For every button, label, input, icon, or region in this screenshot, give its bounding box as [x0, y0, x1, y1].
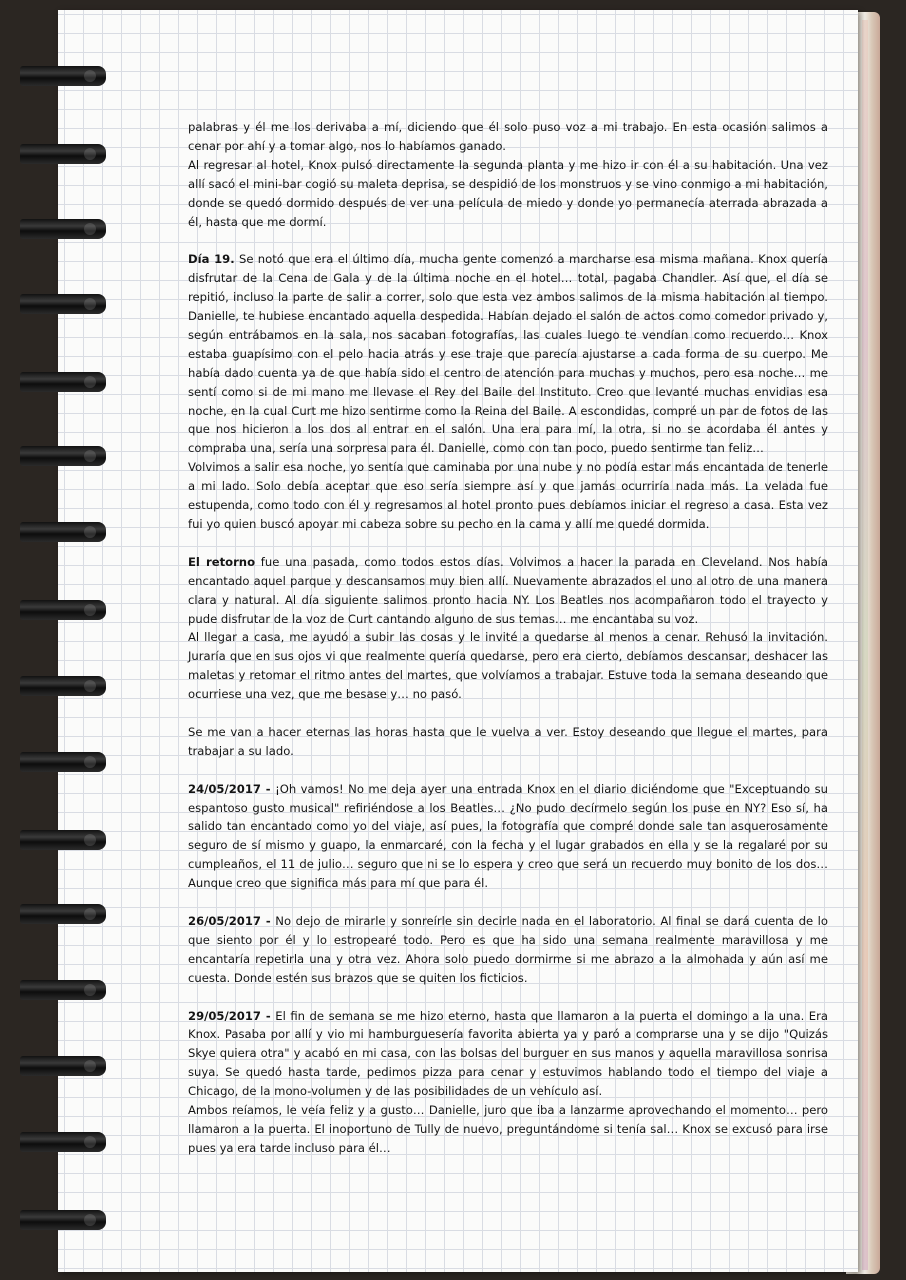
spiral-ring [6, 1128, 106, 1156]
paragraph-gap [188, 534, 828, 553]
paragraph-gap [188, 704, 828, 723]
spiral-ring [6, 748, 106, 776]
spiral-ring [6, 900, 106, 928]
paragraph-gap [188, 761, 828, 780]
spiral-ring [6, 368, 106, 396]
diary-paragraph [188, 250, 828, 458]
spiral-ring [6, 1206, 106, 1234]
paragraph-text: Al regresar al hotel, Knox pulsó directamente la segunda planta y me hizo ir con él a su habitación. Una vez allí sacó el mini-bar cogió su maleta deprisa, se despidió de los monstruos y se vino conmigo a mi habitación, donde se quedó dormido después de ver una película de miedo y donde yo permanecía aterrada abrazada a él, hasta que me dormí. [188, 157, 828, 229]
paragraph-text: fue una pasada, como todos estos días. Volvimos a hacer la parada en Cleveland. Nos había encantado aquel parque y descansamos muy bien allí. Nuevamente abrazados el uno al otro de una manera clara y natural. Al día siguiente salimos pronto hacia NY. Los Beatles nos acompañaron todo el trayecto y pude disfrutar de la voz de Curt cantando alguno de sus temas… me encantaba su voz. [188, 554, 828, 626]
entry-date-heading: 26/05/2017 - [188, 913, 271, 928]
diary-paragraph [188, 1007, 828, 1102]
notebook-page [58, 10, 858, 1272]
spiral-ring [6, 518, 106, 546]
paragraph-text: Ambos reíamos, le veía feliz y a gusto… Danielle, juro que iba a lanzarme aprovechando el momento… pero llamaron a la puerta. El inoportuno de Tully de nuevo, preguntándome si tenía sal… Knox se excusó para irse pues ya era tarde incluso para él… [188, 1103, 828, 1155]
paragraph-text: Se me van a hacer eternas las horas hasta que le vuelva a ver. Estoy deseando que llegue el martes, para trabajar a su lado. [188, 724, 828, 758]
spiral-ring [6, 596, 106, 624]
spiral-ring [6, 672, 106, 700]
spiral-ring [6, 140, 106, 168]
entry-date-heading: 29/05/2017 - [188, 1008, 271, 1023]
paragraph-gap [188, 231, 828, 250]
spiral-ring [6, 826, 106, 854]
diary-paragraph [188, 553, 828, 629]
spiral-ring [6, 290, 106, 318]
paragraph-gap [188, 988, 828, 1007]
spiral-ring [6, 215, 106, 243]
paragraph-gap [188, 893, 828, 912]
diary-paragraph [188, 156, 828, 232]
diary-paragraph [188, 458, 828, 534]
diary-paragraph [188, 780, 828, 893]
colored-page-edges [862, 20, 868, 1270]
paragraph-text: Se notó que era el último día, mucha gente comenzó a marcharse esa misma mañana. Knox quería disfrutar de la Cena de Gala y de la última noche en el hotel… total, pagaba Chandler. Así que, el día se repitió, incluso la parte de salir a correr, solo que esta vez ambos salimos de la misma habitación al tiempo. Danielle, te hubiese encantado aquella despedida. Habían dejado el salón de actos como comedor privado y, según entrábamos en la sala, nos sacaban fotografías, las cuales luego te vendían como recuerdo… Knox estaba guapísimo con el pelo hacia atrás y ese traje que parecía ajustarse a cada forma de su cuerpo. Me había dado cuenta ya de que había sido el centro de atención para muchas y muchos, pero esa noche… me sentí como si de mi mano me llevase el Rey del Baile del Instituto. Creo que levanté muchas envidias esa noche, en la cual Curt me hizo sentirme como la Reina del Baile. A escondidas, compré un par de fotos de las que nos hicieron a los dos al entrar en el salón. Una era para mí, la otra, si no se acordaba él antes y compraba una, sería una sorpresa para él. Danielle, como con tan poco, puedo sentirme tan feliz… [188, 252, 828, 456]
spiral-ring [6, 976, 106, 1004]
paragraph-text: Al llegar a casa, me ayudó a subir las cosas y le invité a quedarse al menos a cenar. Rehusó la invitación. Juraría que en sus ojos vi que realmente quería quedarse, pero era cierto, debíamos descansar, deshacer las maletas y retomar el ritmo antes del martes, que volvíamos a trabajar. Estuve toda la semana deseando que ocurriese una vez, que me besase y… no pasó. [188, 630, 828, 702]
diary-paragraph [188, 1101, 828, 1158]
diary-paragraph [188, 118, 828, 156]
diary-text [188, 118, 828, 1158]
spiral-ring [6, 442, 106, 470]
spiral-ring [6, 1052, 106, 1080]
paragraph-text: palabras y él me los derivaba a mí, diciendo que él solo puso voz a mi trabajo. En esta ocasión salimos a cenar por ahí y a tomar algo, nos lo habíamos ganado. [188, 120, 828, 153]
entry-date-heading: El retorno [188, 554, 256, 569]
paragraph-text: El fin de semana se me hizo eterno, hasta que llamaron a la puerta el domingo a la una. Era Knox. Pasaba por allí y vio mi hamburguesería favorita abierta ya y paró a comprarse una y se dijo "Quizás Skye quiera otra" y acabó en mi casa, con las bolsas del burguer en sus manos y aquella maravillosa sonrisa suya. Se quedó hasta tarde, pedimos pizza para cenar y estuvimos hablando todo el tiempo del viaje a Chicago, de la mono-volumen y de las posibilidades de un vehículo así. [188, 1008, 828, 1099]
diary-paragraph [188, 723, 828, 761]
paragraph-text: ¡Oh vamos! No me deja ayer una entrada Knox en el diario diciéndome que "Exceptuando su espantoso gusto musical" refiriéndose a los Beatles… ¿No pudo decírmelo según los puse en NY? Eso sí, ha salido tan encantado como yo del viaje, así pues, la fotografía que compré donde sale tan asquerosamente seguro de sí mismo y guapo, la enmarcaré, con la fecha y el lugar grabados en ella y se la regalaré por su cumpleaños, el 11 de julio… seguro que ni se lo espera y creo que será un recuerdo muy bonito de los dos… Aunque creo que significa más para mí que para él. [188, 781, 828, 891]
entry-date-heading: Día 19. [188, 252, 235, 267]
spiral-ring [6, 62, 106, 90]
entry-date-heading: 24/05/2017 - [188, 781, 271, 796]
diary-paragraph [188, 628, 828, 704]
paragraph-text: Volvimos a salir esa noche, yo sentía que caminaba por una nube y no podía estar más encantada de tenerle a mi lado. Solo debía aceptar que eso sería siempre así y que jamás ocurriría nada más. La velada fue estupenda, como todo con él y regresamos al hotel pronto pues debíamos iniciar el regreso a casa. Esta vez fui yo quien buscó apoyar mi cabeza sobre su pecho en la cama y allí me quedé dormida. [188, 460, 828, 532]
diary-paragraph [188, 912, 828, 988]
paragraph-text: No dejo de mirarle y sonreírle sin decirle nada en el laboratorio. Al final se dará cuenta de lo que siento por él y lo estropearé todo. Pero es que ha sido una semana realmente maravillosa y me encantaría repetirla una y otra vez. Ahora solo puedo dormirme si me abrazo a la almohada y aún así me cuesta. Donde estén sus brazos que se quiten los ficticios. [188, 913, 828, 985]
